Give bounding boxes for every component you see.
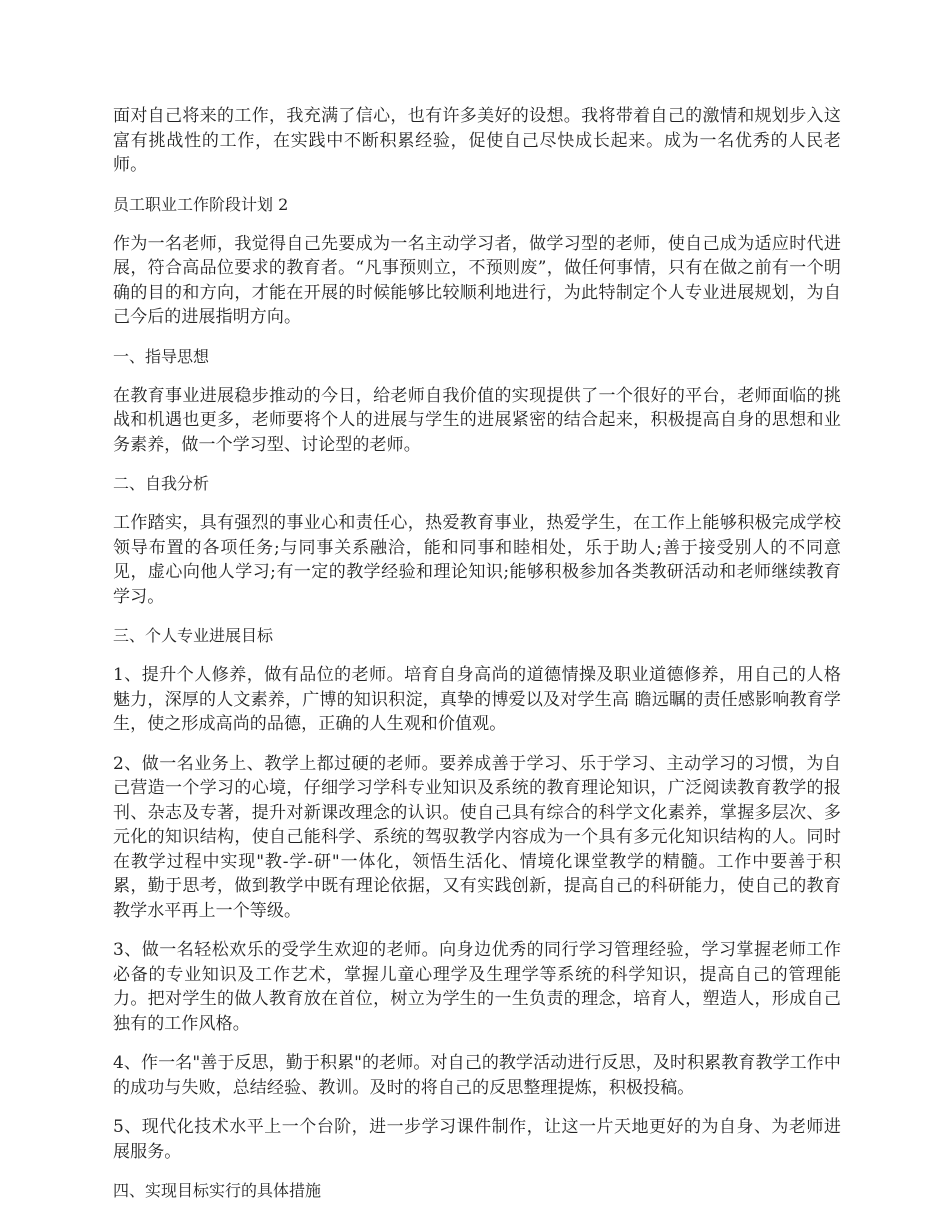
heading-guiding-thought: 一、指导思想 — [113, 346, 210, 366]
goal-item-1: 1、提升个人修养，做有品位的老师。培育自身高尚的道德情操及职业道德修养，用自己的人格魅力，深厚的人文素养，广博的知识积淀，真挚的博爱以及对学生高 瞻远瞩的责任感影响教育学生，使之形成高尚的品德，正确的人生观和价值观。 — [113, 665, 841, 734]
heading-development-goals: 三、个人专业进展目标 — [113, 626, 274, 645]
heading-measures: 四、实现目标实行的具体措施 — [113, 1181, 322, 1200]
self-analysis-paragraph: 工作踏实，具有强烈的事业心和责任心，热爱教育事业，热爱学生，在工作上能够积极完成学校领导布置的各项任务;与同事关系融洽，能和同事和睦相处，乐于助人;善于接受别人的不同意见，虚心向他人学习;有一定的教学经验和理论知识;能够积极参加各类教研活动和老师继续教育学习。 — [113, 513, 841, 607]
goal-item-4: 4、作一名"善于反思，勤于积累"的老师。对自己的教学活动进行反思，及时积累教育教学工作中的成功与失败，总结经验、教训。及时的将自己的反思整理提炼，积极投稿。 — [113, 1053, 841, 1098]
goal-item-5: 5、现代化技术水平上一个台阶，进一步学习课件制作，让这一片天地更好的为自身、为老师进展服务。 — [113, 1117, 841, 1162]
document-page — [113, 104, 841, 1218]
intro-paragraph: 面对自己将来的工作，我充满了信心，也有许多美好的设想。我将带着自己的激情和规划步入这富有挑战性的工作，在实践中不断积累经验，促使自己尽快成长起来。成为一名优秀的人民老师。 — [113, 106, 841, 175]
section-title-plan-2: 员工职业工作阶段计划 2 — [113, 194, 289, 214]
heading-self-analysis: 二、自我分析 — [113, 474, 210, 493]
guiding-thought-paragraph: 在教育事业进展稳步推动的今日，给老师自我价值的实现提供了一个很好的平台，老师面临的挑战和机遇也更多，老师要将个人的进展与学生的进展紧密的结合起来，积极提高自身的思想和业务素养，做一个学习型、讨论型的老师。 — [113, 385, 841, 455]
goal-item-3: 3、做一名轻松欢乐的受学生欢迎的老师。向身边优秀的同行学习管理经验，学习掌握老师工作必备的专业知识及工作艺术，掌握儿童心理学及生理学等系统的科学知识，提高自己的管理能力。把对学生的做人教育放在首位，树立为学生的一生负责的理念，培育人，塑造人，形成自己独有的工作风格。 — [113, 940, 841, 1034]
goal-item-2: 2、做一名业务上、教学上都过硬的老师。要养成善于学习、乐于学习、主动学习的习惯，为自己营造一个学习的心境，仔细学习学科专业知识及系统的教育理论知识，广泛阅读教育教学的报刊、杂志及专著，提升对新课改理念的认识。使自己具有综合的科学文化素养，掌握多层次、多元化的知识结构，使自己能科学、系统的驾驭教学内容成为一个具有多元化知识结构的人。同时在教学过程中实现"教-学-研"一体化，领悟生活化、情境化课堂教学的精髓。工作中要善于积累，勤于思考，做到教学中既有理论依据，又有实践创新，提高自己的科研能力，使自己的教育教学水平再上一个等级。 — [113, 753, 841, 921]
opening-paragraph: 作为一名老师，我觉得自己先要成为一名主动学习者，做学习型的老师，使自己成为适应时代进展，符合高品位要求的教育者。“凡事预则立，不预则废”，做任何事情，只有在做之前有一个明确的目的和方向，才能在开展的时候能够比较顺利地进行，为此特制定个人专业进展规划，为自己今后的进展指明方向。 — [113, 233, 841, 327]
